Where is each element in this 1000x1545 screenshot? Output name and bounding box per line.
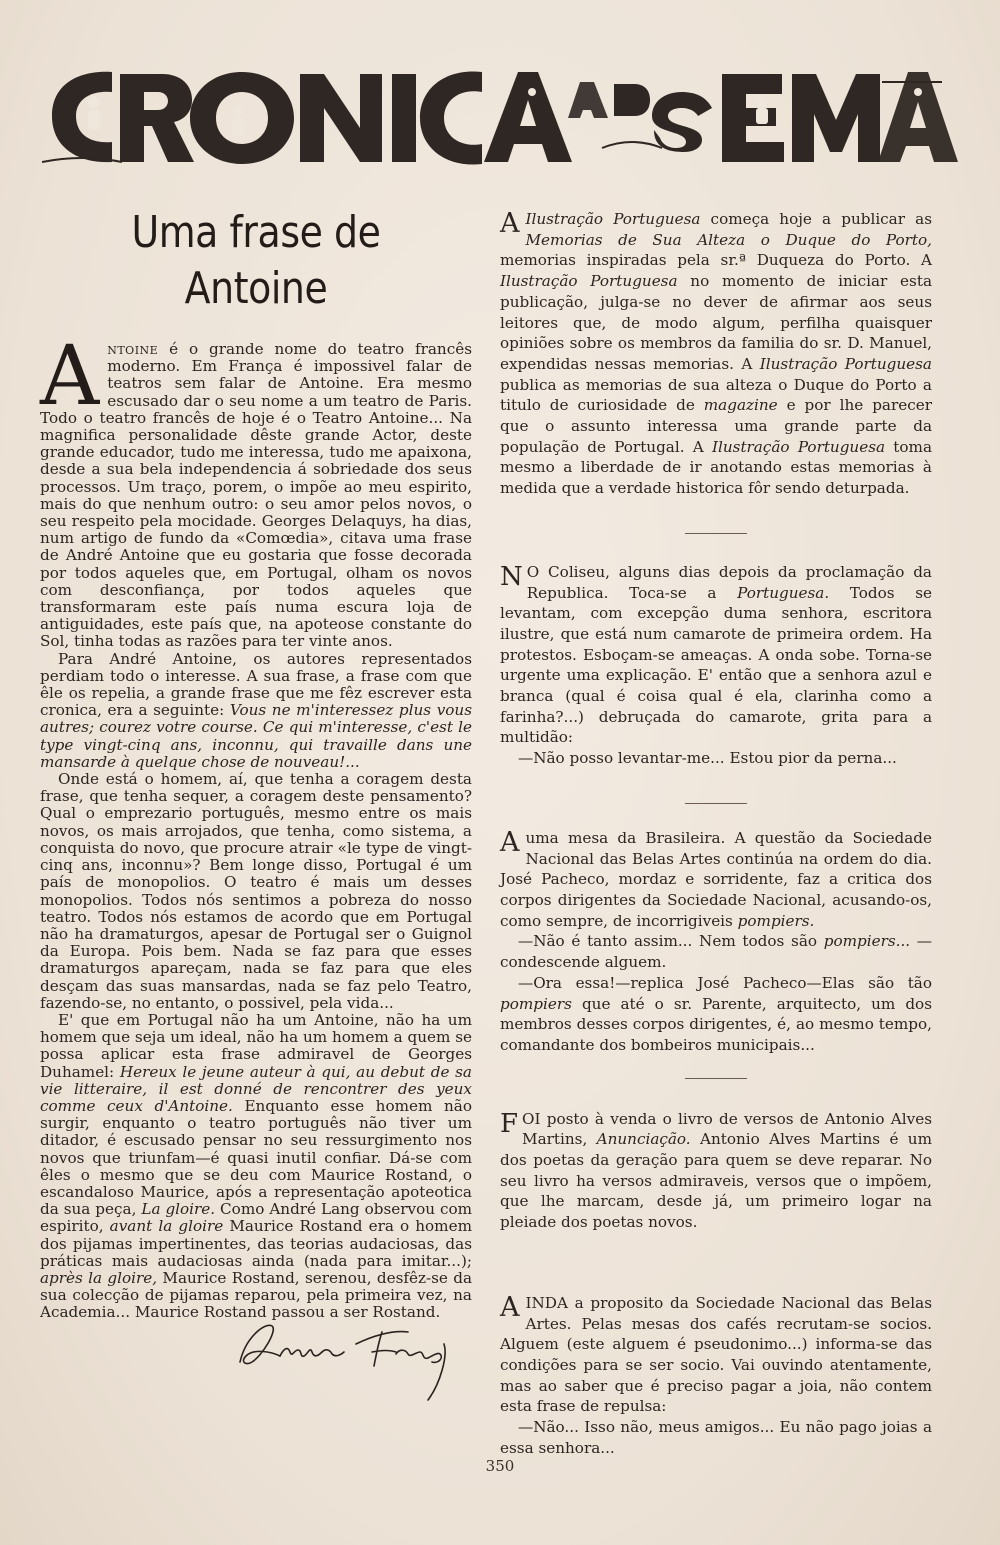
note-initial: A (500, 1291, 520, 1323)
article-body (40, 329, 473, 1322)
note-block-brasileira: Auma mesa da Brasileira. A questão da Sociedade Nacional das Belas Artes continúa na ordem do dia. José Pacheco, mordaz e sorridente, faz a critica dos corpos dirigentes da Sociedade Nacional, acusando-os, como sempre, de incorrigiveis pompiers. —Não é tanto assim... Nem todos são pompiers... —condescende alguem. —Ora essa!—replica José Pacheco—Elas são tão pompiers que até o sr. Parente, arquitecto, um dos membros desses corpos dirigentes, é, ao mesmo tempo, comandante dos bombeiros municipais... (500, 826, 932, 1054)
section-divider (685, 1078, 747, 1079)
note-block-ilustracao: A Ilustração Portuguesa começa hoje a publicar as Memorias de Sua Alteza o Duque do Porto, memorias inspiradas pela sr.ª Duqueza do Porto. A Ilustração Portuguesa no momento de iniciar esta publicação, julga-se no dever de afirmar aos seus leitores que, de modo algum, perfilha quaisquer opiniões sobre os membros da familia do sr. D. Manuel, expendidas nessas memorias. A Ilustração Portuguesa publica as memorias de sua alteza o Duque do Porto a titulo de curiosidade de magazine e por lhe parecer que o assunto interessa uma grande parte da população de Portugal. A Ilustração Portuguesa toma mesmo a liberdade de ir anotando estas memorias à medida que a verdade historica fôr sendo deturpada. (500, 208, 933, 498)
left-column-article (40, 205, 472, 1322)
note-initial: A (500, 208, 520, 239)
right-column-notes (500, 205, 932, 1458)
drop-cap: A (40, 329, 100, 424)
note-block-socios: AINDA a proposito da Sociedade Nacional das Belas Artes. Pelas mesas dos cafés recrutam-se socios. Alguem (este alguem é pseudonimo...) informa-se das condições para se ser socio. Vai ouvindo atentamente, mas ao saber que é preciso pagar a joia, não contem esta frase de repulsa: —Não... Isso não, meus amigos... Eu não pago joias a essa senhora... (500, 1291, 932, 1457)
article-paragraph-3: Onde está o homem, aí, que tenha a coragem desta frase, que tenha sequer, a coragem deste pensamento? Qual o emprezario português, mesmo entre os mais novos, os mais arrojados, que tenha, como sistema, a conquista do novo, que procure atrair «le type de vingt-cinq ans, inconnu»? Bem longe disso, Portugal é um país de monopolios. O teatro é mais um desses monopolios. Todos nós sentimos a pobreza do nosso teatro. Todos nós estamos de acordo que em Portugal não ha dramaturgos, apesar de Portugal ser o Guignol da Europa. Pois bem. Nada se faz para que esses dramaturgos apareçam, nada se faz para que eles desçam das suas mansardas, nada se faz pelo Teatro, fazendo-se, no entanto, o possivel, pela vida... (40, 770, 472, 1012)
masthead-illustration (42, 62, 960, 170)
article-headline: Uma frase de Antoine (131, 207, 381, 314)
section-divider (685, 533, 747, 534)
quote-line: —Não é tanto assim... Nem todos são pompiers... —condescende alguem. (500, 932, 932, 972)
page-number: 350 (485, 1457, 515, 1475)
quote-line: —Não posso levantar-me... Estou pior da perna... (518, 749, 897, 768)
masthead-banner (42, 62, 960, 170)
article-paragraph-1: Antoine é o grande nome do teatro francês moderno. Em França é impossivel falar de teatros sem falar de Antoine. Era mesmo escusado dar o seu nome a um teatro de Paris. Todo o teatro francês de hoje é o Teatro Antoine... Na magnifica personalidade dêste grande Actor, deste grande educador, tudo me interessa, tudo me apaixona, desde a sua bela independencia á sobriedade dos seus processos. Um traço, porem, o impõe ao meu espirito, mais do que nenhum outro: o seu amor pelos novos, o seu respeito pela mocidade. Georges Delaquys, ha dias, num artigo de fundo da «Comœdia», citava uma frase de André Antoine que eu gostaria que fosse decorada por todos aqueles que, em Portugal, olham os novos com desconfiança, por todos aqueles que transformaram este país numa escura loja de antiguidades, este país que, na apoteose constante do Sol, tinha todas as razões para ter vinte anos. (40, 329, 472, 651)
article-paragraph-4: E' que em Portugal não ha um Antoine, não ha um homem que seja um ideal, não ha um homem a quem se possa aplicar esta frase admiravel de Georges Duhamel: Hereux le jeune auteur à qui, au debut de sa vie litteraire, il est donné de rencontrer des yeux comme ceux d'Antoine. Enquanto esse homem não surgir, enquanto o teatro português não tiver um ditador, é escusado pensar no seu ressurgimento nos novos que triunfam—é quasi inutil confiar. Dá-se com êles o mesmo que se deu com Maurice Rostand, o escandaloso Maurice, após a representação apoteotica da sua peça, La gloire. Como André Lang observou com espirito, avant la gloire Maurice Rostand era o homem dos pijamas impertinentes, das teorias audaciosas, das práticas mais audaciosas ainda (nada para imitar...); après la gloire, Maurice Rostand, serenou, desfêz-se da sua colecção de pijamas reparou, pela primeira vez, na Academia... Maurice Rostand passou a ser Rostand. (40, 1010, 473, 1322)
note-initial: F (500, 1108, 519, 1139)
quote-line: —Ora essa!—replica José Pacheco—Elas são tão pompiers que até o sr. Parente, arquitecto, um dos membros desses corpos dirigentes, é, ao mesmo tempo, comandante dos bombeiros municipais... (500, 973, 932, 1054)
note-initial: N (500, 561, 523, 592)
section-divider (685, 803, 747, 804)
note-block-livro: FOI posto à venda o livro de versos de Antonio Alves Martins, Anunciação. Antonio Alves Martins é um dos poetas da geração para quem se deve reparar. No seu livro ha versos admiraveis, versos que o impõem, que lhe marcam, desde já, um primeiro logar na pleiade dos poetas novos. (500, 1108, 932, 1232)
author-signature (232, 1300, 462, 1410)
article-paragraph-2: Para André Antoine, os autores representados perdiam todo o interesse. A sua frase, a frase com que êle os repelia, a grande frase que me fêz escrever esta cronica, era a seguinte: Vous ne m'interessez plus vous autres; courez votre course. Ce qui m'interesse, c'est le type vingt-cinq ans, inconnu, qui travaille dans une mansarde à quelque chose de nouveau!... (40, 649, 472, 771)
note-block-coliseu: N O Coliseu, alguns dias depois da proclamação da Republica. Toca-se a Portuguesa. Todos se levantam, com excepção duma senhora, escritora ilustre, que está num camarote de primeira ordem. Ha protestos. Esboçam-se ameaças. A onda sobe. Torna-se urgente uma explicação. E' então que a senhora azul e branca (qual é coisa qual é ela, clarinha como a farinha?...) debruçada do camarote, grita para a multidão: —Não posso levantar-me... Estou pior da perna... (500, 561, 932, 768)
quote-line: —Não... Isso não, meus amigos... Eu não pago joias a essa senhora... (500, 1418, 932, 1457)
note-initial: A (500, 826, 520, 858)
